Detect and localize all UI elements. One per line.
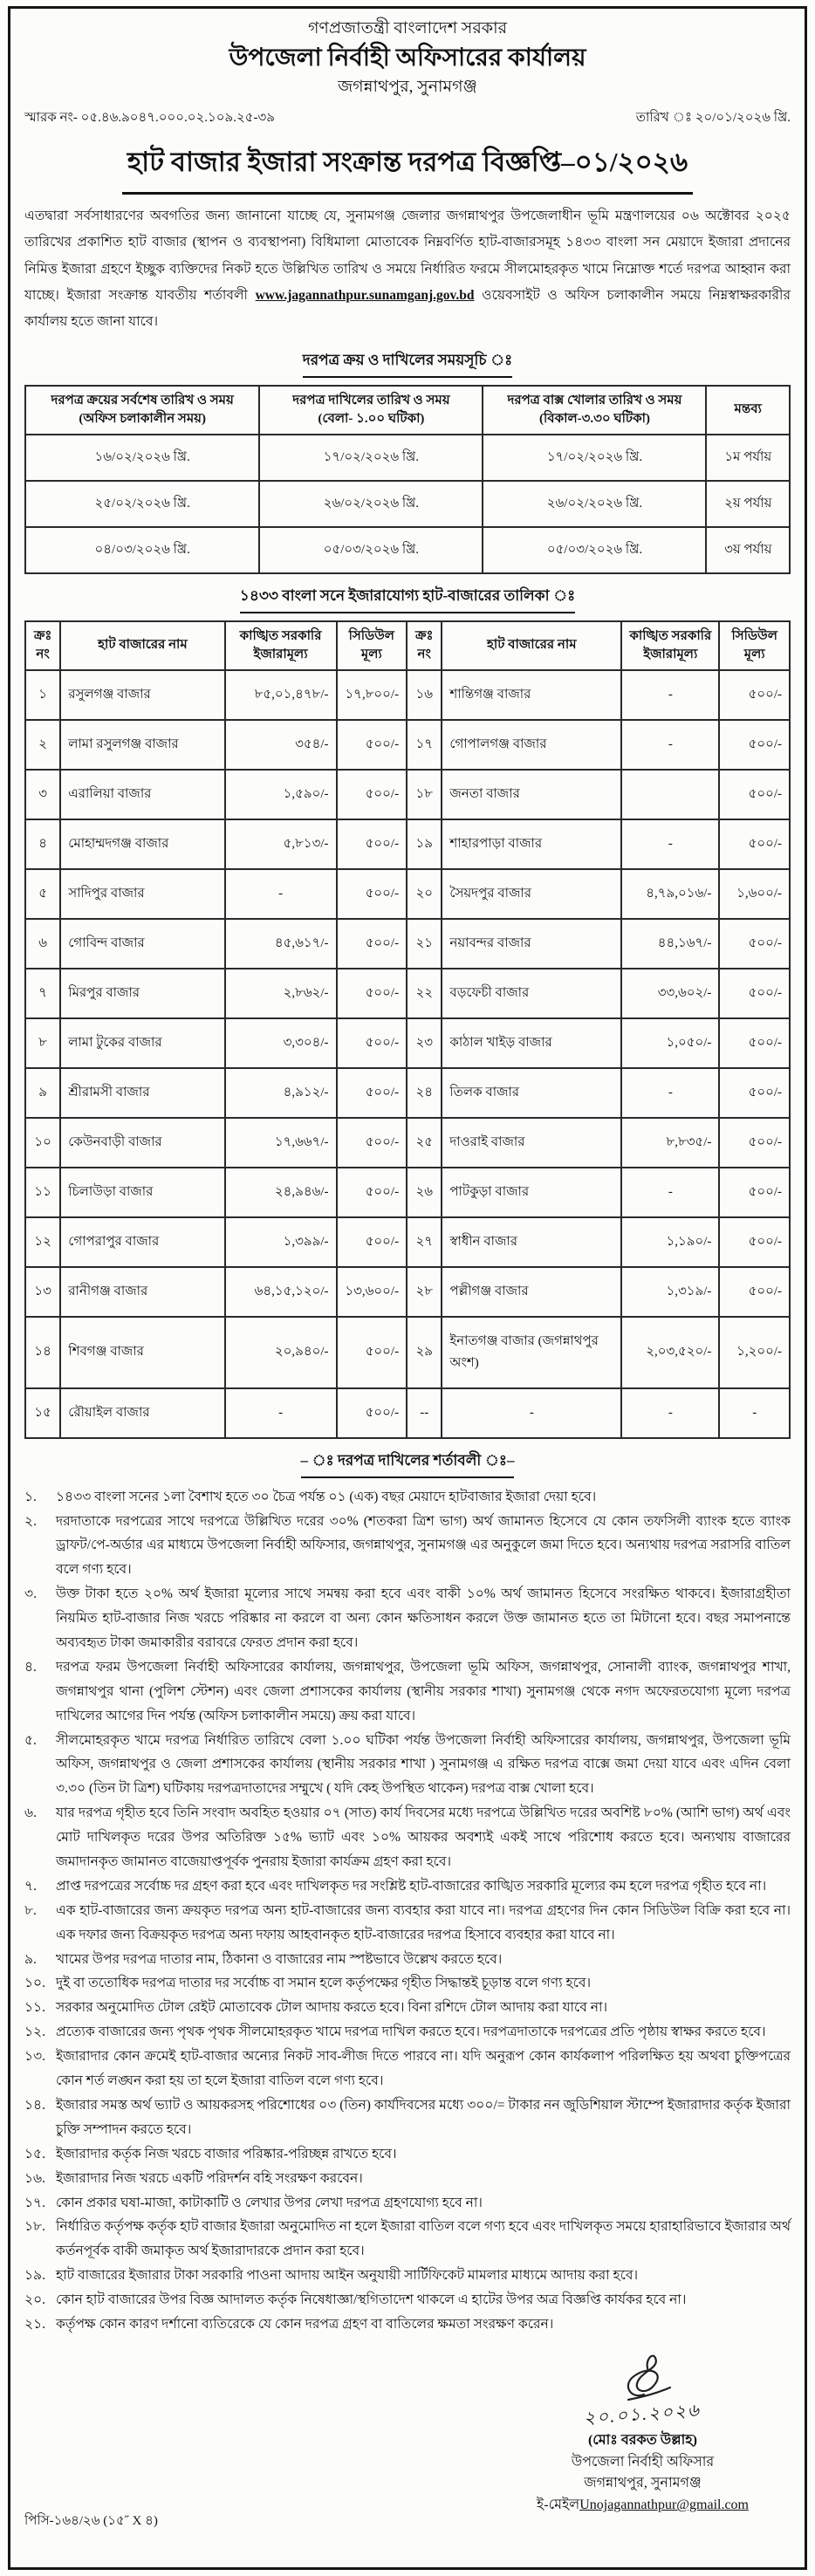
term-text: ইজারাদার কোন ক্রমেই হাট-বাজার অন্যের নিকট সাব-লীজ দিতে পারবে না। যদি অনুরূপ কোন কার্যকলাপ পরিলক্ষিত হয় অথবা চুক্তিপত্রের কোন শর্ত লঙ্ঘন করা হয় তা হলে ইজারা বাতিল বলে গণ্য হবে। [56, 2049, 791, 2089]
market-cell: পল্লীগঞ্জ বাজার [442, 1267, 621, 1317]
market-row [25, 819, 790, 869]
market-cell: ৪ [25, 819, 60, 869]
term-text: এক হাট-বাজারের জন্য ক্রয়কৃত দরপত্র অন্য হাট-বাজারের জন্য ব্যবহার করা যাবে না। দরপত্র গ্রহণের দিন কোন সিডিউল বিক্রি করা হবে না। এক দফার জন্য বিক্রয়কৃত দরপত্র অন্য দফায় আহবানকৃত হাট-বাজারের দরপত্র হিসাবে ব্যবহার করা যাবে না। [56, 1902, 791, 1942]
market-cell: ৫০০/- [719, 919, 790, 969]
market-cell: ১,৩৯৯/- [225, 1217, 337, 1267]
market-cell: ১৯ [407, 819, 442, 869]
term-number: ১৫. [24, 2146, 45, 2162]
market-cell: - [621, 1168, 719, 1217]
term-number: ১৬. [24, 2170, 46, 2186]
market-cell: - [621, 819, 719, 869]
term-number: ১০. [24, 1976, 46, 1991]
market-cell: ৫০০/- [337, 1018, 408, 1068]
market-cell: ৮৫,০১,৪৭৮/- [225, 670, 337, 720]
market-cell: কাঠাল খাইড় বাজার [442, 1018, 621, 1068]
market-cell: ১,৬০০/- [719, 869, 790, 919]
term-item [24, 1485, 791, 1510]
market-cell: ৪,৭৯,০১৬/- [621, 869, 719, 919]
market-col-schedule-left: সিডিউল মূল্য [337, 621, 408, 670]
term-number: ২১. [24, 2316, 46, 2332]
memo-row [24, 107, 791, 129]
market-cell: গোপালগঞ্জ বাজার [442, 720, 621, 770]
term-item [24, 1874, 791, 1899]
market-col-sl-right: ক্রঃ নং [407, 621, 442, 670]
market-cell: শাহারপাড়া বাজার [442, 819, 621, 869]
market-cell: ৪,৯১২/- [225, 1068, 337, 1118]
schedule-cell: ০৫/০৩/২০২৬ খ্রি. [483, 527, 706, 573]
schedule-col-open-line2: (বিকাল-৩.৩০ ঘটিকা) [538, 411, 650, 426]
office-location: জগন্নাথপুর, সুনামগঞ্জ [338, 78, 477, 97]
title-wrap [24, 141, 791, 195]
market-cell: ১২ [25, 1217, 60, 1267]
market-cell: সৈয়দপুর বাজার [442, 869, 621, 919]
schedule-cell: ১৬/০২/২০২৬ খ্রি. [25, 435, 259, 481]
market-cell: ৫০০/- [337, 720, 408, 770]
term-number: ১৪. [24, 2097, 45, 2113]
schedule-col-purchase-line2: (অফিস চলাকালীন সময়) [79, 411, 206, 426]
print-code: পিসি-১৬৪/২৬ (১৫˝ X ৪) [24, 2514, 158, 2529]
market-cell: ২৪ [407, 1068, 442, 1118]
market-cell: শান্তিগঞ্জ বাজার [442, 670, 621, 720]
market-cell: ৫০০/- [719, 1018, 790, 1068]
term-number: ১৩. [24, 2049, 46, 2065]
market-cell: - [225, 869, 337, 919]
schedule-cell: ১৭/০২/২০২৬ খ্রি. [259, 435, 483, 481]
term-text: ইজারাদার কর্তৃক নিজ খরচে বাজার পরিষ্কার-পরিচ্ছন্ন রাখতে হবে। [56, 2146, 397, 2162]
market-cell: ১৩ [25, 1267, 60, 1317]
market-cell: দাওরাই বাজার [442, 1118, 621, 1168]
market-cell: ৪৪,১৬৭/- [621, 919, 719, 969]
market-row [25, 1388, 790, 1438]
market-cell: -- [407, 1388, 442, 1438]
market-cell: ৫০০/- [337, 969, 408, 1018]
term-text: সীলমোহরকৃত খামে দরপত্র নির্ধারিত তারিখে বেলা ১.০০ ঘটিকা পর্যন্ত উপজেলা নির্বাহী অফিসারের কার্যালয়, জগন্নাথপুর, উপজেলা ভূমি অফিস, জগন্নাথপুর ও জেলা প্রশাসকের কার্যালয় (স্থানীয় সরকার শাখা ) সুনামগঞ্জ এ রক্ষিত দরপত্র বাক্সে জমা দেয়া যাবে এবং এদিন বেলা ৩.৩০ (তিন টা ত্রিশ) ঘটিকায় দরপত্রদাতাদের সম্মুখে ( যদি কেহ উপস্থিত থাকেন) দরপত্র বাক্স খোলা হবে। [56, 1732, 791, 1797]
term-text: দুই বা ততোধিক দরপত্র দাতার দর সর্বোচ্চ বা সমান হলে কর্তৃপক্ষের গৃহীত সিদ্ধান্তই চূড়ান্ত বলে গণ্য হবে। [56, 1976, 592, 1991]
market-list-heading: ১৪৩৩ বাংলা সনে ইজারাযোগ্য হাট-বাজারের তালিকা ঃ [240, 585, 575, 613]
market-cell: ৫০০/- [719, 770, 790, 819]
page-border-frame [8, 6, 807, 2570]
term-item [24, 1996, 791, 2020]
market-cell: ৫০০/- [719, 1217, 790, 1267]
term-text: ইজারাদার নিজ খরচে একটি পরিদর্শন বহি সংরক্ষণ করবেন। [56, 2170, 363, 2186]
market-cell: - [621, 1388, 719, 1438]
market-cell: ১১ [25, 1168, 60, 1217]
email-line [537, 2495, 749, 2517]
market-cell: ২,৮৬২/- [225, 969, 337, 1018]
schedule-col-open [483, 386, 706, 435]
market-cell: ১,১৯০/- [621, 1217, 719, 1267]
market-cell: তিলক বাজার [442, 1068, 621, 1118]
term-number: ২০. [24, 2292, 46, 2308]
market-cell: ২৮ [407, 1267, 442, 1317]
market-cell: - [621, 1068, 719, 1118]
term-number: ২. [24, 1513, 37, 1529]
signatory-location: জগন্নাথপুর, সুনামগঞ্জ [584, 2476, 702, 2491]
market-cell: ২৪,৯৪৬/- [225, 1168, 337, 1217]
term-text: দরপত্র ফরম উপজেলা নির্বাহী অফিসারের কার্যালয়, জগন্নাথপুর, উপজেলা ভূমি অফিস, জগন্নাথপুর, সোনালী ব্যাংক, জগন্নাথপুর শাখা, জগন্নাথপুর থানা (পুলিশ স্টেশন) এবং জেলা প্রশাসকের কার্যালয় (স্থানীয় সরকার শাখা) সুনামগঞ্জ থেকে নগদ অফেরতযোগ্য মূল্যে দরপত্র দাখিলের আগের দিন পর্যন্ত (অফিস চলাকালীন সময়ে) ক্রয় করা যাবে। [56, 1659, 791, 1723]
market-cell: ৫ [25, 869, 60, 919]
schedule-cell: ১৭/০২/২০২৬ খ্রি. [483, 435, 706, 481]
market-table-head [25, 621, 790, 670]
page-title: হাট বাজার ইজারা সংক্রান্ত দরপত্র বিজ্ঞপ্তি–০১/২০২৬ [122, 141, 693, 195]
schedule-col-open-line1: দরপত্র বাক্স খোলার তারিখ ও সময় [507, 393, 682, 408]
term-item [24, 1948, 791, 1972]
term-item [24, 1510, 791, 1583]
market-row [25, 770, 790, 819]
signature-area [24, 2349, 791, 2517]
market-cell: ২১ [407, 919, 442, 969]
market-cell: ১,২০০/- [719, 1317, 790, 1388]
schedule-table-body [25, 435, 790, 573]
market-cell: ৫০০/- [719, 1168, 790, 1217]
signatory-designation: উপজেলা নির্বাহী অফিসার [571, 2454, 715, 2470]
market-cell: ১,৩১৯/- [621, 1267, 719, 1317]
term-number: ১৯. [24, 2268, 45, 2284]
schedule-row [25, 527, 790, 573]
memo-date: তারিখ ঃ ২০/০১/২০২৬ খ্রি. [635, 111, 791, 126]
market-cell: গোবিন্দ বাজার [60, 919, 224, 969]
market-cell: চিলাউড়া বাজার [60, 1168, 224, 1217]
term-text: প্রাপ্ত দরপত্রের সর্বোচ্চ দর গ্রহণ করা হবে এবং দাখিলকৃত দর সংশ্লিষ্ট হাট-বাজারের কাঙ্খিত সরকারি মূল্যের কম হলে দরপত্র গৃহীত হবে না। [56, 1878, 767, 1894]
market-row [25, 969, 790, 1018]
market-row [25, 919, 790, 969]
market-cell: ২২ [407, 969, 442, 1018]
market-cell: ৩,৩০৪/- [225, 1018, 337, 1068]
market-cell: ২ [25, 720, 60, 770]
schedule-heading-wrap [24, 349, 791, 378]
market-row [25, 869, 790, 919]
memo-number: স্মারক নং- ০৫.৪৬.৯০৪৭.০০০.০২.১০৯.২৫-৩৯ [24, 111, 275, 126]
term-text: কোন হাট বাজারের উপর বিজ্ঞ আদালত কর্তৃক নিষেধাজ্ঞা/স্থগিতাদেশ থাকলে এ হাটের উপর অত্র বিজ্ঞপ্তি কার্যকর হবে না। [56, 2292, 687, 2308]
term-item [24, 1655, 791, 1729]
term-text: ইজারার সমস্ত অর্থ ভ্যাট ও আয়করসহ পরিশোধের ০৩ (তিন) কার্যদিবসের মধ্যে ৩০০/= টাকার নন জুডিশিয়াল স্টাম্পে ইজারাদার কর্তৃক ইজারা চুক্তি সম্পাদন করতে হবে। [56, 2097, 791, 2137]
market-header-row [25, 621, 790, 670]
term-number: ৭. [24, 1878, 37, 1894]
market-cell [621, 770, 719, 819]
schedule-cell: ২য় পর্যায় [706, 481, 790, 527]
market-col-name-right: হাট বাজারের নাম [442, 621, 621, 670]
market-cell: রৌয়াইল বাজার [60, 1388, 224, 1438]
market-cell: - [621, 720, 719, 770]
market-cell: মোহাম্মদগঞ্জ বাজার [60, 819, 224, 869]
term-text: কোন প্রকার ঘষা-মাজা, কাটাকাটি ও লেখার উপর লেখা দরপত্র গ্রহণযোগ্য হবে না। [56, 2195, 483, 2210]
schedule-col-submit [259, 386, 483, 435]
market-cell: ৪৫,৬১৭/- [225, 919, 337, 969]
term-number: ৩. [24, 1586, 37, 1602]
market-cell: ১৭,৬৬৭/- [225, 1118, 337, 1168]
market-cell: ৫০০/- [337, 1217, 408, 1267]
schedule-cell: ০৪/০৩/২০২৬ খ্রি. [25, 527, 259, 573]
term-item [24, 1582, 791, 1655]
market-cell: ৫০০/- [337, 1317, 408, 1388]
market-cell: ৫০০/- [719, 1118, 790, 1168]
market-cell: রসুলগঞ্জ বাজার [60, 670, 224, 720]
market-cell: ৫০০/- [337, 919, 408, 969]
terms-list [24, 1485, 791, 2337]
term-number: ১. [24, 1489, 37, 1504]
schedule-col-purchase [25, 386, 259, 435]
term-text: সরকার অনুমোদিত টোল রেইট মোতাবেক টোল আদায় করতে হবে। বিনা রশিদে টোল আদায় করা যাবে না। [56, 2000, 608, 2016]
market-cell: ৫০০/- [719, 969, 790, 1018]
term-item [24, 2142, 791, 2167]
market-cell: ২০,৯৪০/- [225, 1317, 337, 1388]
market-cell: ৫০০/- [337, 1118, 408, 1168]
market-cell: ৫০০/- [719, 670, 790, 720]
market-cell: শিবগঞ্জ বাজার [60, 1317, 224, 1388]
term-number: ৫. [24, 1732, 37, 1748]
market-cell: ৫০০/- [719, 1068, 790, 1118]
term-item [24, 2191, 791, 2216]
term-item [24, 1801, 791, 1874]
email-label: ই-মেইল [536, 2497, 580, 2513]
market-cell: শ্রীরামসী বাজার [60, 1068, 224, 1118]
term-number: ১২. [24, 2024, 46, 2040]
terms-heading: – ঃ দরপত্র দাখিলের শর্তাবলী ঃ– [301, 1449, 515, 1478]
market-cell: ৫০০/- [337, 869, 408, 919]
signature-scribble-icon [600, 2349, 684, 2405]
market-cell: লামা রসুলগঞ্জ বাজার [60, 720, 224, 770]
market-cell: রানীগঞ্জ বাজার [60, 1267, 224, 1317]
market-cell: ৮,৮৩৫/- [621, 1118, 719, 1168]
market-cell: ১৫ [25, 1388, 60, 1438]
market-row [25, 720, 790, 770]
market-row [25, 1168, 790, 1217]
term-number: ১৮. [24, 2219, 45, 2235]
schedule-cell: ২৫/০২/২০২৬ খ্রি. [25, 481, 259, 527]
term-number: ১৭. [24, 2195, 46, 2210]
handwritten-date: ২০.০১.২০২৬ [583, 2401, 702, 2429]
term-item [24, 2215, 791, 2264]
schedule-col-submit-line2: (বেলা- ১.০০ ঘটিকা) [318, 411, 425, 426]
market-cell: - [719, 1388, 790, 1438]
market-row [25, 1018, 790, 1068]
schedule-cell: ০৫/০৩/২০২৬ খ্রি. [259, 527, 483, 573]
market-col-sl-left: ক্রঃ নং [25, 621, 60, 670]
market-cell: ১৮ [407, 770, 442, 819]
term-text: প্রত্যেক বাজারের জন্য পৃথক পৃথক সীলমোহরকৃত খামে দরপত্র দাখিল করতে হবে। দরপত্রদাতাকে দরপত্রের প্রতি পৃষ্ঠায় স্বাক্ষর করতে হবে। [56, 2024, 766, 2040]
market-cell: ৫০০/- [337, 1388, 408, 1438]
term-text: কর্তৃপক্ষ কোন কারণ দর্শানো ব্যতিরেকে যে কোন দরপত্র গ্রহণ বা বাতিলের ক্ষমতা সংরক্ষণ করেন। [56, 2316, 554, 2332]
market-cell: ৫,৮১৩/- [225, 819, 337, 869]
market-cell: ৩ [25, 770, 60, 819]
market-cell: মিরপুর বাজার [60, 969, 224, 1018]
intro-text-before: এতদ্বারা সর্বসাধারণের অবগতির জন্য জানানো যাচ্ছে যে, সুনামগঞ্জ জেলার জগন্নাথপুর উপজেলাধীন ভূমি মন্ত্রণালয়ের ০৬ অক্টোবর ২০২৫ তারিখের প্রকাশিত হাট বাজার (স্থাপন ও ব্যবস্থাপনা) বিধিমালা মোতাবেক নিম্নবর্ণিত হাট-বাজারসমূহ ১৪৩৩ বাংলা সন মেয়াদে ইজারা প্রদানের নিমিত্ত ইজারা গ্রহণে ইচ্ছুক ব্যক্তিদের নিকট হতে উল্লিখিত তারিখ ও সময়ে নির্ধারিত ফরমে সীলমোহরকৃত খামে নিম্নোক্ত শর্তে দরপত্র আহ্বান করা যাচ্ছে। ইজারা সংক্রান্ত যাবতীয় শর্তাবলী [24, 209, 791, 303]
market-heading-wrap [24, 585, 791, 613]
term-text: হাট বাজারের ইজারার টাকা সরকারি পাওনা আদায় আইন অনুযায়ী সার্টিফিকেট মামলার মাধ্যমে আদায় করা হবে। [56, 2268, 639, 2284]
market-cell: ১৭ [407, 720, 442, 770]
term-number: ৯. [24, 1951, 37, 1967]
market-row [25, 670, 790, 720]
email-address[interactable]: Unojagannathpur@gmail.com [579, 2497, 749, 2513]
market-cell: নয়াবন্দর বাজার [442, 919, 621, 969]
market-cell: ১,৫৯০/- [225, 770, 337, 819]
term-text: ১৪৩৩ বাংলা সনের ১লা বৈশাখ হতে ৩০ চৈত্র পর্যন্ত ০১ (এক) বছর মেয়াদে হাটবাজার ইজারা দেয়া হবে। [56, 1489, 597, 1504]
schedule-cell: ২৬/০২/২০২৬ খ্রি. [259, 481, 483, 527]
schedule-cell: ২৬/০২/২০২৬ খ্রি. [483, 481, 706, 527]
market-cell: ৫০০/- [719, 720, 790, 770]
market-cell: ১৩,৬০০/- [337, 1267, 408, 1317]
term-number: ১১. [24, 2000, 45, 2016]
term-item [24, 2264, 791, 2288]
term-item [24, 2020, 791, 2045]
market-table [24, 620, 791, 1439]
market-cell: ২০ [407, 869, 442, 919]
market-cell: পাটকুড়া বাজার [442, 1168, 621, 1217]
terms-heading-wrap [24, 1449, 791, 1478]
market-cell: ইনাতগঞ্জ বাজার (জগন্নাথপুর অংশ) [442, 1317, 621, 1388]
schedule-header-row [25, 386, 790, 435]
market-cell: কেউনবাড়ী বাজার [60, 1118, 224, 1168]
market-cell: ২৯ [407, 1317, 442, 1388]
schedule-col-purchase-line1: দরপত্র ক্রয়ের সর্বশেষ তারিখ ও সময় [51, 393, 234, 408]
schedule-row [25, 435, 790, 481]
market-row [25, 1217, 790, 1267]
market-cell: ১৬ [407, 670, 442, 720]
market-col-value-right: কাঙ্খিত সরকারি ইজারামূল্য [621, 621, 719, 670]
market-cell: ৫০০/- [337, 819, 408, 869]
market-cell: ১০ [25, 1118, 60, 1168]
term-number: ৬. [24, 1805, 37, 1821]
market-cell: ২৩ [407, 1018, 442, 1068]
letterhead [24, 17, 791, 99]
intro-paragraph [24, 203, 791, 335]
market-col-value-left: কাঙ্খিত সরকারি ইজারামূল্য [225, 621, 337, 670]
market-cell: এরালিয়া বাজার [60, 770, 224, 819]
market-col-schedule-right: সিডিউল মূল্য [719, 621, 790, 670]
term-text: যার দরপত্র গৃহীত হবে তিনি সংবাদ অবহিত হওয়ার ০৭ (সাত) কার্য দিবসের মধ্যে দরপত্রে উল্লিখিত দরের অবশিষ্ট ৮০% (আশি ভাগ) অর্থ এবং মোট দাখিলকৃত দরের উপর অতিরিক্ত ১৫% ভ্যাট এবং ১০% আয়কর অবশ্যই একই সাথে পরিশোধ করতে হবে। অন্যথায় বাজারের জমাদানকৃত জামানত বাজেয়াপ্তপূর্বক পুনরায় ইজারা কার্যক্রম গ্রহণ করা হবে। [56, 1805, 791, 1870]
market-cell: ৫০০/- [719, 819, 790, 869]
market-cell: ১ [25, 670, 60, 720]
market-cell: ১৪ [25, 1317, 60, 1388]
market-table-body [25, 670, 790, 1438]
government-name: গণপ্রজাতন্ত্রী বাংলাদেশ সরকার [307, 19, 508, 38]
schedule-row [25, 481, 790, 527]
term-item [24, 2093, 791, 2142]
term-item [24, 2045, 791, 2093]
market-cell: ৫০০/- [337, 1168, 408, 1217]
market-cell: স্বাধীন বাজার [442, 1217, 621, 1267]
schedule-col-remarks [706, 386, 790, 435]
market-cell: লামা টুকের বাজার [60, 1018, 224, 1068]
term-item [24, 1971, 791, 1996]
intro-text-after: ওয়েবসাইট ও অফিস চলাকালীন সময়ে নিম্নস্বাক্ষরকারীর কার্যালয় হতে জানা যাবে। [24, 287, 791, 329]
market-cell: ৬৪,১৫,১২০/- [225, 1267, 337, 1317]
office-name: উপজেলা নির্বাহী অফিসারের কার্যালয় [229, 44, 586, 72]
term-text: উক্ত টাকা হতে ২০% অর্থ ইজারা মূল্যের সাথে সমন্বয় করা হবে এবং বাকী ১০% অর্থ জামানত হিসেবে সংরক্ষিত থাকবে। ইজারাগ্রহীতা নিয়মিত হাট-বাজার নিজ খরচে পরিষ্কার না করলে বা অন্য কোন ক্ষতিসাধন করলে উক্ত জামানত হতে তা মিটানো হবে। বছর সমাপনান্তে অব্যবহৃত টাকা জমাকারীর বরাবরে ফেরত প্রদান করা হবে। [56, 1586, 791, 1651]
term-text: নির্ধারিত কর্তৃপক্ষ কর্তৃক হাট বাজার ইজারা অনুমোদিত না হলে ইজারা বাতিল বলে গণ্য হবে এবং দাখিলকৃত সময়ে হারাহারিভাবে ইজারার অর্থ কর্তনপূর্বক বাকী জমাকৃত অর্থ ইজারাদারকে প্রদান করা হবে। [56, 2219, 791, 2259]
market-cell: ৯ [25, 1068, 60, 1118]
market-cell: বড়ফেচী বাজার [442, 969, 621, 1018]
schedule-heading: দরপত্র ক্রয় ও দাখিলের সময়সূচি ঃ [303, 349, 512, 378]
market-cell: ৫০০/- [337, 1068, 408, 1118]
market-cell: ৭ [25, 969, 60, 1018]
market-cell: ১,০৫০/- [621, 1018, 719, 1068]
market-cell: - [442, 1388, 621, 1438]
market-row [25, 1267, 790, 1317]
term-number: ৮. [24, 1902, 37, 1918]
market-cell: - [621, 670, 719, 720]
signature-block [537, 2349, 749, 2517]
market-cell: গোপরাপুর বাজার [60, 1217, 224, 1267]
term-text: খামের উপর দরপত্র দাতার নাম, ঠিকানা ও বাজারের নাম স্পষ্টভাবে উল্লেখ করতে হবে। [56, 1951, 503, 1967]
market-cell: ৫০০/- [719, 1267, 790, 1317]
market-cell: ২,০৩,৫২০/- [621, 1317, 719, 1388]
market-cell: জনতা বাজার [442, 770, 621, 819]
market-cell: সাদিপুর বাজার [60, 869, 224, 919]
market-cell: ২৬ [407, 1168, 442, 1217]
market-cell: ১৭,৮০০/- [337, 670, 408, 720]
market-cell: ৫০০/- [337, 770, 408, 819]
term-text: দরদাতাকে দরপত্রের সাথে দরপত্রে উল্লিখিত দরের ৩০% (শতকরা ত্রিশ ভাগ) অর্থ জামানত হিসেবে যে কোন তফসিলী ব্যাংক হতে ব্যাংক ড্রাফট/পে-অর্ডার এর মাধ্যমে উপজেলা নির্বাহী অফিসার, জগন্নাথপুর, সুনামগঞ্জ এর অনুকুলে জমা দিতে হবে। অন্যথায় দরপত্র সরাসরি বাতিল বলে গণ্য হবে। [56, 1513, 791, 1578]
market-cell: ২৭ [407, 1217, 442, 1267]
term-item [24, 2167, 791, 2191]
market-cell: ৮ [25, 1018, 60, 1068]
schedule-cell: ৩য় পর্যায় [706, 527, 790, 573]
schedule-cell: ১ম পর্যায় [706, 435, 790, 481]
market-cell: ২৫ [407, 1118, 442, 1168]
term-item [24, 2288, 791, 2312]
signatory-name: (মোঃ বরকত উল্লাহ) [587, 2432, 697, 2448]
term-item [24, 2312, 791, 2337]
term-item [24, 1729, 791, 1802]
market-row [25, 1317, 790, 1388]
market-row [25, 1068, 790, 1118]
term-number: ৪. [24, 1659, 37, 1675]
market-row [25, 1118, 790, 1168]
website-link[interactable]: www.jagannathpur.sunamganj.gov.bd [255, 287, 475, 303]
schedule-col-remarks-line1: মন্তব্য [734, 402, 762, 417]
market-cell: ৬ [25, 919, 60, 969]
market-cell: - [225, 1388, 337, 1438]
market-cell: ৩৫৪/- [225, 720, 337, 770]
market-cell: ৩৩,৬০২/- [621, 969, 719, 1018]
market-col-name-left: হাট বাজারের নাম [60, 621, 224, 670]
schedule-col-submit-line1: দরপত্র দাখিলের তারিখ ও সময় [292, 393, 450, 408]
schedule-table [24, 385, 791, 574]
schedule-table-head [25, 386, 790, 435]
term-item [24, 1899, 791, 1948]
